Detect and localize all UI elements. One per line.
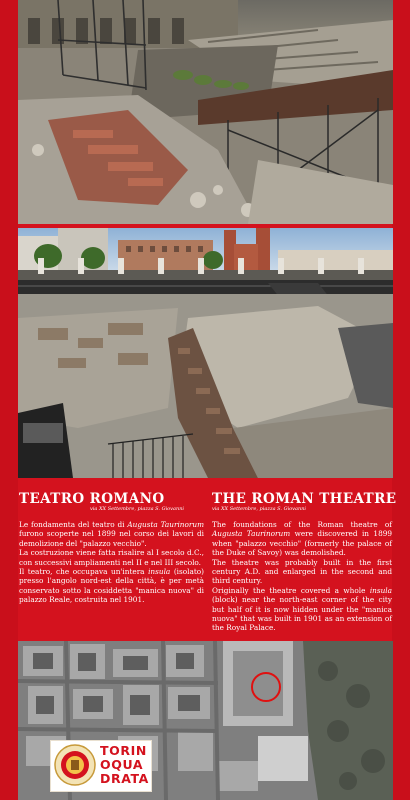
english-title: THE ROMAN THEATRE [212, 491, 397, 507]
theatre-ruins-photo [18, 228, 393, 478]
logo-text-line-1: TORIN [100, 743, 147, 758]
english-paragraph-3: Originally the theatre covered a whole insula (block) near the north-east corner of the city but half of it is now hidden under the "manica nuova" that was built in 1901 as an extension of the Royal Palace. [212, 585, 392, 633]
right-border [392, 0, 410, 800]
italian-address: via XX Settembre, piazza S. Giovanni [90, 506, 185, 512]
italian-title: TEATRO ROMANO [19, 491, 165, 507]
english-paragraph-2: The theatre was probably built in the first century A.D. and enlarged in the second and third century. [212, 557, 392, 586]
italian-paragraph-3: Il teatro, che occupava un'intera insula (isolato) presso l'angolo nord-est della città, è per metà conservato sotto la cosiddetta "manica nuova" di palazzo Reale, costruita nel 1901. [19, 567, 204, 605]
logo-text-line-3: DRATA [100, 771, 149, 786]
left-border [0, 0, 18, 800]
english-paragraph-1: The foundations of the Roman theatre of Augusta Taurinorum were discovered in 1899 when "palazzo vecchio" (formerly the palace of the Duke of Savoy) was demolished. [212, 520, 392, 558]
english-address: via XX Settembre, piazza S. Giovanni [212, 506, 307, 512]
italian-paragraph-1: Le fondamenta del teatro di Augusta Taurinorum furono scoperte nel 1899 nel corso dei lavori di demolizione del "palazzo vecchio". [19, 520, 204, 548]
torino-quadrata-logo [50, 740, 152, 792]
torino-quadrata-seal-icon [54, 744, 96, 786]
italian-text [19, 520, 204, 605]
english-text [212, 520, 392, 633]
logo-text-line-2: OQUA [100, 757, 144, 772]
excavation-overview-photo [18, 0, 393, 224]
italian-paragraph-2: La costruzione viene fatta risalire al I secolo d.C., con successivi ampliamenti nel II e nel III secolo. [19, 548, 204, 567]
